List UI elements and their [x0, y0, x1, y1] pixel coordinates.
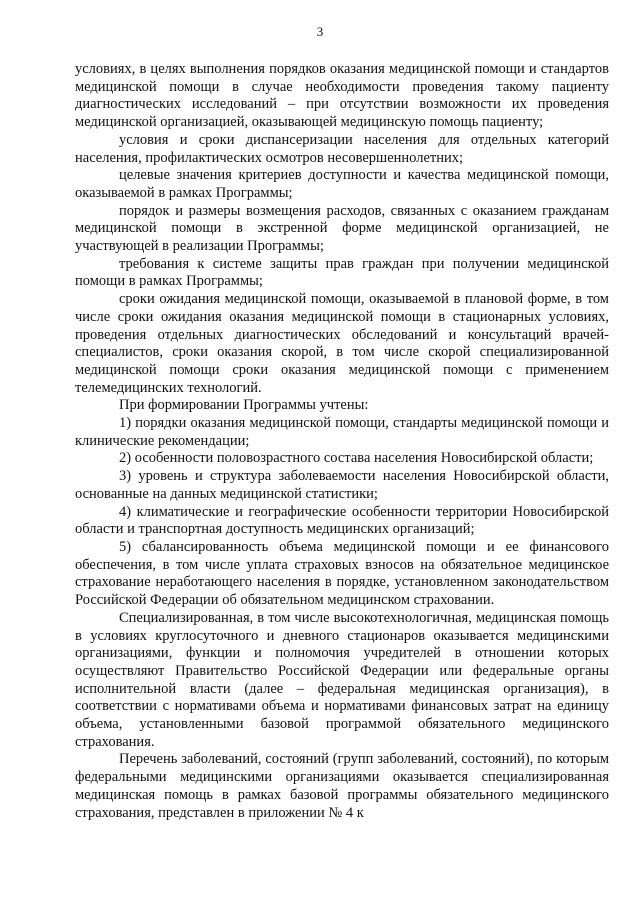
page-number: 3: [316, 24, 324, 39]
paragraph-program-considerations-intro: При формировании Программы учтены:: [119, 397, 369, 414]
paragraph-expense-reimbursement: порядок и размеры возмещения расходов, связанных с оказанием гражданам медицинской помощи в экстренной форме медицинской организацией, не участвующей в реализации Программы;: [75, 202, 609, 255]
paragraph-specialized-care: Специализированная, в том числе высокотехнологичная, медицинская помощь в условиях круглосуточного и дневного стационаров оказывается медицинскими организациями, функции и полномочия учредителей в отношении которых осуществляют Правительство Российской Федерации или федеральные органы исполнительной власти (далее – федеральная медицинская организация), в соответствии с нормативами объема и нормативами финансовых затрат на единицу объема, установленными базовой программой обязательного медицинского страхования.: [75, 609, 609, 750]
paragraph-dispensary-conditions: условия и сроки диспансеризации населения для отдельных категорий населения, профилактических осмотров несовершеннолетних;: [75, 131, 609, 166]
list-item-2: 2) особенности половозрастного состава населения Новосибирской области;: [119, 450, 594, 467]
list-item-5: 5) сбалансированность объема медицинской помощи и ее финансового обеспечения, в том числе уплата страховых взносов на обязательное медицинское страхование неработающего населения в порядке, установленном законодательством Российской Федерации об обязательном медицинском страховании.: [75, 538, 609, 609]
list-item-4: 4) климатические и географические особенности территории Новосибирской области и транспортная доступность медицинских организаций;: [75, 503, 609, 538]
paragraph-waiting-times: сроки ожидания медицинской помощи, оказываемой в плановой форме, в том числе сроки ожидания оказания медицинской помощи в стационарных условиях, проведения отдельных диагностических обследований и консультаций врачей-специалистов, сроки оказания скорой, в том числе скорой специализированной медицинской помощи сроки оказания медицинской помощи с применением телемедицинских технологий.: [75, 291, 609, 396]
paragraph-rights-protection: требования к системе защиты прав граждан при получении медицинской помощи в рамках Программы;: [75, 255, 609, 290]
paragraph-target-values: целевые значения критериев доступности и качества медицинской помощи, оказываемой в рамках Программы;: [75, 167, 609, 201]
list-item-3: 3) уровень и структура заболеваемости населения Новосибирской области, основанные на данных медицинской статистики;: [75, 468, 609, 502]
list-item-1: 1) порядки оказания медицинской помощи, стандарты медицинской помощи и клинические рекомендации;: [75, 415, 609, 449]
paragraph-continuation: условиях, в целях выполнения порядков оказания медицинской помощи и стандартов медицинской помощи в случае необходимости проведения такому пациенту диагностических исследований – при отсутствии возможности их проведения медицинской организацией, оказывающей медицинскую помощь пациенту;: [75, 61, 609, 131]
document-body: [75, 61, 609, 822]
paragraph-disease-list: Перечень заболеваний, состояний (групп заболеваний, состояний), по которым федеральными медицинскими организациями оказывается специализированная медицинская помощь в рамках базовой программы обязательного медицинского страхования, представлен в приложении № 4 к: [75, 751, 609, 821]
